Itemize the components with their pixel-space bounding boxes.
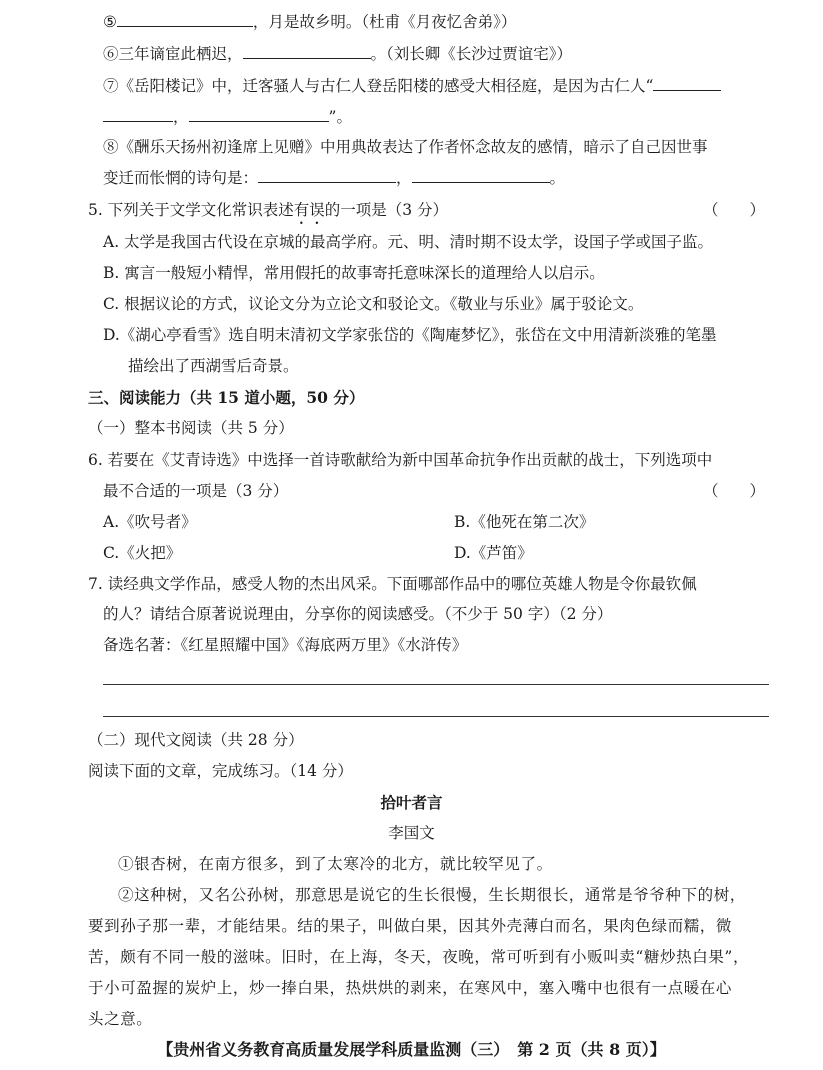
fill-item-8: ⑧《酬乐天扬州初逢席上见赠》中用典故表达了作者怀念故友的感情，暗示了自己因世事 [103, 138, 708, 156]
option-d-cont: 描绘出了西湖雪后奇景。 [128, 357, 299, 375]
reading-instruction: 阅读下面的文章，完成练习。（14 分） [88, 762, 353, 780]
article-paragraph-2-line: 头之意。 [88, 1010, 153, 1028]
option-d: D.《芦笛》 [454, 544, 533, 562]
fill-item-6: ⑥三年谪宦此栖迟， 。（刘长卿《长沙过贾谊宅》） [103, 45, 573, 63]
option-a: A. 太学是我国古代设在京城的最高学府。元、明、清时期不设太学，设国子学或国子监。 [103, 233, 714, 251]
option-c: C.《火把》 [103, 544, 182, 562]
page-footer: 【贵州省义务教育高质量发展学科质量监测（三） 第 2 页（共 8 页）】 [157, 1040, 666, 1059]
answer-writing-line[interactable] [103, 684, 769, 685]
question-7-stem: 7. 读经典文学作品，感受人物的杰出风采。下面哪部作品中的哪位英雄人物是令你最钦佩 [88, 575, 697, 593]
option-c: C. 根据议论的方式，议论文分为立论文和驳论文。《敬业与乐业》属于驳论文。 [103, 295, 644, 313]
answer-blank[interactable] [243, 44, 371, 59]
option-b: B. 寓言一般短小精悍，常用假托的故事寄托意味深长的道理给人以启示。 [103, 264, 605, 282]
answer-bracket[interactable]: （ ） [702, 201, 765, 219]
option-b: B.《他死在第二次》 [454, 513, 595, 531]
question-6-stem-cont: 最不合适的一项是（3 分） [103, 482, 289, 500]
fill-item-7-cont: ， ”。 [103, 107, 823, 127]
article-paragraph-2-line: ②这种树，又名公孙树，那意思是说它的生长很慢，生长期很长，通常是爷爷种下的树， [118, 886, 746, 904]
question-5-stem: 5. 下列关于文学文化常识表述有误的一项是（3 分） [88, 201, 449, 219]
subsection-title: （二）现代文阅读（共 28 分） [88, 731, 304, 749]
emphasis-text: 有误 [293, 201, 325, 219]
article-paragraph-1: ①银杏树，在南方很多，到了太寒冷的北方，就比较罕见了。 [118, 855, 553, 873]
fill-item-7: ⑦《岳阳楼记》中，迁客骚人与古仁人登岳阳楼的感受大相径庭，是因为古仁人“ [103, 76, 823, 96]
question-7-stem-cont: 的人？请结合原著说说理由，分享你的阅读感受。（不少于 50 字）（2 分） [103, 605, 613, 623]
article-author: 李国文 [388, 824, 435, 842]
fill-item-5: ⑤ ，月是故乡明。（杜甫《月夜忆舍弟》） [103, 13, 517, 31]
article-paragraph-2-line: 于小可盈握的炭炉上，炒一捧白果，热烘烘的剥来，在寒风中，塞入嘴中也很有一点暖在心 [88, 979, 733, 997]
answer-blank[interactable] [103, 107, 173, 122]
answer-blank[interactable] [117, 12, 253, 27]
question-6-stem: 6. 若要在《艾青诗选》中选择一首诗歌献给为新中国革命抗争作出贡献的战士，下列选项中 [88, 451, 713, 469]
section-title: 三、阅读能力（共 15 道小题，50 分） [88, 388, 365, 407]
answer-blank[interactable] [189, 107, 329, 122]
answer-blank[interactable] [653, 76, 721, 91]
article-title: 拾叶者言 [380, 793, 443, 812]
answer-writing-line[interactable] [103, 716, 769, 717]
option-d: D.《湖心亭看雪》选自明末清初文学家张岱的《陶庵梦忆》，张岱在文中用清新淡雅的笔墨 [103, 326, 717, 344]
option-a: A.《吹号者》 [103, 513, 197, 531]
article-paragraph-2-line: 苦，颇有不同一般的滋味。旧时，在上海，冬天，夜晚，常可听到有小贩叫卖“糖炒热白果”， [88, 948, 750, 966]
answer-blank[interactable] [258, 168, 396, 183]
article-paragraph-2-line: 要到孙子那一辈，才能结果。结的果子，叫做白果，因其外壳薄白而名，果肉色绿而糯，微 [88, 917, 733, 935]
answer-bracket[interactable]: （ ） [702, 482, 765, 500]
recommended-books: 备选名著：《红星照耀中国》《海底两万里》《水浒传》 [103, 636, 468, 654]
fill-item-8-cont: 变迁而怅惘的诗句是： ， 。 [103, 169, 566, 187]
answer-blank[interactable] [412, 168, 550, 183]
subsection-title: （一）整本书阅读（共 5 分） [88, 419, 294, 437]
